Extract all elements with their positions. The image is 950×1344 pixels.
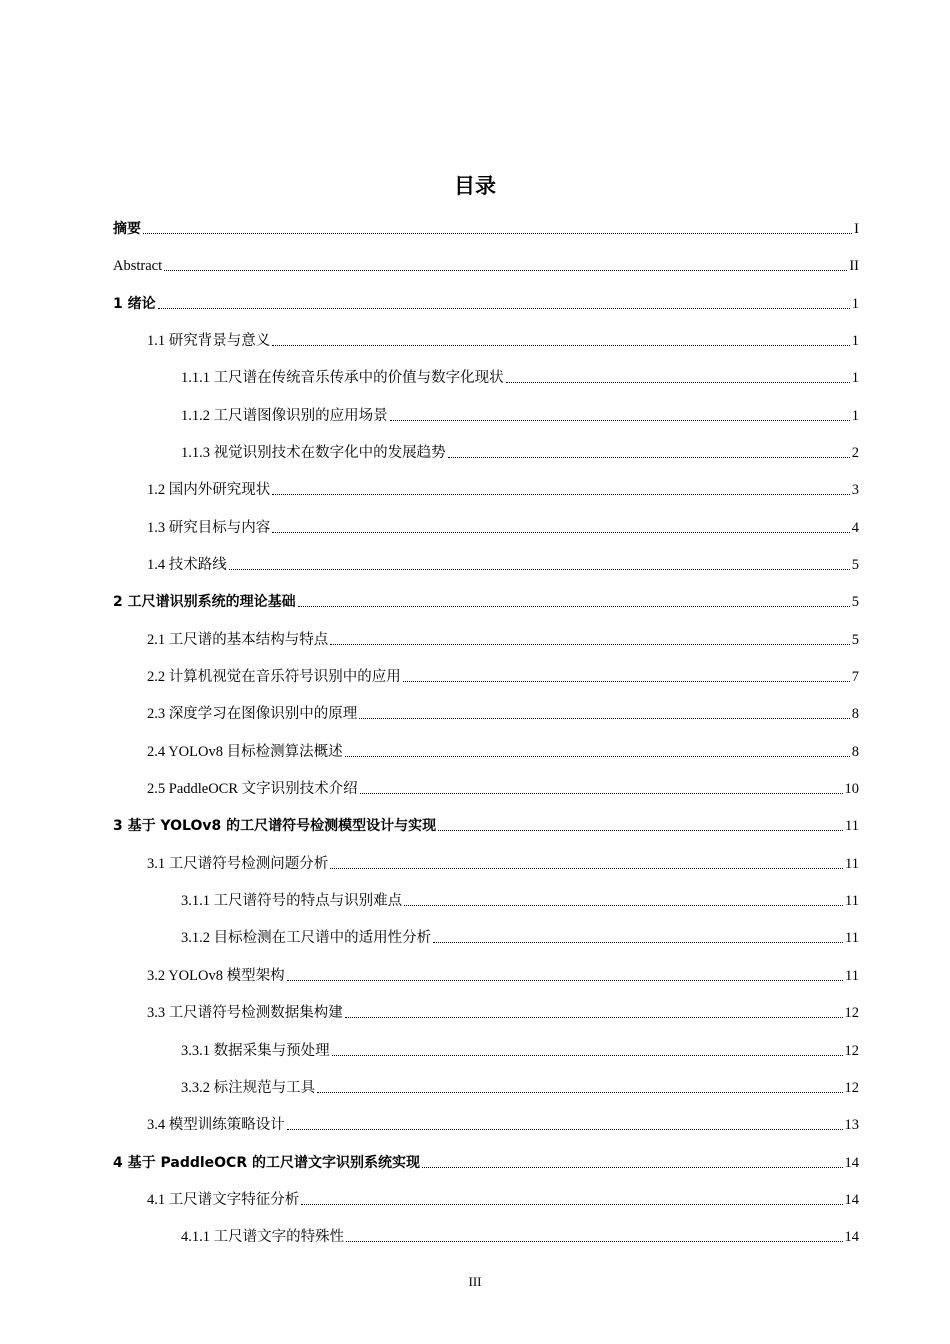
dot-leader xyxy=(422,1167,843,1168)
toc-entry-page: II xyxy=(849,258,859,274)
toc-entry-page: 1 xyxy=(851,333,859,349)
toc-entry-section-1-1[interactable] xyxy=(147,327,859,351)
dot-leader xyxy=(345,1017,843,1018)
toc-entry-label: 2 工尺谱识别系统的理论基础 xyxy=(113,594,296,610)
toc-entry-section-3-1-1[interactable] xyxy=(181,887,859,911)
toc-entry-page: 10 xyxy=(844,781,859,797)
toc-entry-page: 12 xyxy=(844,1080,859,1096)
dot-leader xyxy=(287,1129,843,1130)
toc-entry-label: 2.3 深度学习在图像识别中的原理 xyxy=(147,706,358,722)
toc-entry-page: 12 xyxy=(844,1005,859,1021)
toc-entry-section-4-1[interactable] xyxy=(147,1186,859,1210)
toc-entry-page: 4 xyxy=(851,520,859,536)
toc-entry-page: 11 xyxy=(845,968,859,984)
dot-leader xyxy=(390,420,850,421)
toc-entry-label: 1.1.2 工尺谱图像识别的应用场景 xyxy=(181,408,388,424)
toc-entry-label: 3.3.2 标注规范与工具 xyxy=(181,1080,316,1096)
dot-leader xyxy=(143,233,852,234)
toc-entry-page: 8 xyxy=(851,744,859,760)
toc-entry-section-3-2[interactable] xyxy=(147,962,859,986)
toc-entry-section-1-3[interactable] xyxy=(147,514,859,538)
toc-entry-page: 11 xyxy=(845,818,859,834)
toc-entry-page: 14 xyxy=(844,1155,859,1171)
dot-leader xyxy=(330,644,850,645)
toc-entry-label: 4.1.1 工尺谱文字的特殊性 xyxy=(181,1229,345,1245)
toc-entry-section-2-2[interactable] xyxy=(147,663,859,687)
dot-leader xyxy=(272,345,850,346)
dot-leader xyxy=(272,494,850,495)
toc-entry-page: 14 xyxy=(844,1229,859,1245)
toc-entry-label: 3.3.1 数据采集与预处理 xyxy=(181,1043,330,1059)
toc-entry-section-3-4[interactable] xyxy=(147,1111,859,1135)
dot-leader xyxy=(404,905,843,906)
toc-entry-page: 1 xyxy=(851,296,859,312)
toc-entry-page: 11 xyxy=(845,856,859,872)
toc-entry-chapter-4[interactable] xyxy=(113,1149,859,1173)
toc-entry-label: 摘要 xyxy=(113,221,141,237)
toc-entry-page: 11 xyxy=(845,930,859,946)
toc-entry-label: 3.4 模型训练策略设计 xyxy=(147,1117,285,1133)
toc-entry-page: 1 xyxy=(851,408,859,424)
toc-entry-label: 3.1 工尺谱符号检测问题分析 xyxy=(147,856,329,872)
toc-entry-section-1-1-3[interactable] xyxy=(181,439,859,463)
toc-entry-section-2-3[interactable] xyxy=(147,700,859,724)
toc-entry-abstract-en[interactable] xyxy=(113,252,859,276)
toc-entry-chapter-2[interactable] xyxy=(113,588,859,612)
toc-entry-label: 1.1.3 视觉识别技术在数字化中的发展趋势 xyxy=(181,445,446,461)
dot-leader xyxy=(287,980,843,981)
toc-entry-label: 1.2 国内外研究现状 xyxy=(147,482,271,498)
toc-entry-label: 1 绪论 xyxy=(113,296,156,312)
toc-entry-section-1-1-2[interactable] xyxy=(181,402,859,426)
toc-entry-section-2-5[interactable] xyxy=(147,775,859,799)
toc-entry-page: 3 xyxy=(851,482,859,498)
toc-entry-label: 4 基于 PaddleOCR 的工尺谱文字识别系统实现 xyxy=(113,1155,420,1171)
toc-entry-label: 3 基于 YOLOv8 的工尺谱符号检测模型设计与实现 xyxy=(113,818,437,834)
dot-leader xyxy=(301,1204,842,1205)
toc-entry-page: I xyxy=(854,221,859,237)
toc-entry-label: 2.1 工尺谱的基本结构与特点 xyxy=(147,632,329,648)
dot-leader xyxy=(317,1092,842,1093)
toc-entry-page: 13 xyxy=(844,1117,859,1133)
dot-leader xyxy=(346,1241,842,1242)
toc-entry-label: 3.1.1 工尺谱符号的特点与识别难点 xyxy=(181,893,403,909)
toc-entry-section-1-2[interactable] xyxy=(147,476,859,500)
toc-entry-page: 12 xyxy=(844,1043,859,1059)
toc-entry-section-3-1[interactable] xyxy=(147,850,859,874)
toc-title: 目录 xyxy=(454,174,496,198)
toc-entry-section-3-1-2[interactable] xyxy=(181,924,859,948)
dot-leader xyxy=(448,457,850,458)
toc-entry-section-3-3[interactable] xyxy=(147,999,859,1023)
dot-leader xyxy=(438,830,843,831)
page-number-footer: III xyxy=(468,1274,482,1289)
dot-leader xyxy=(298,606,850,607)
dot-leader xyxy=(359,718,850,719)
toc-entry-page: 5 xyxy=(851,632,859,648)
toc-entry-page: 5 xyxy=(851,594,859,610)
toc-entry-section-1-4[interactable] xyxy=(147,551,859,575)
dot-leader xyxy=(272,532,850,533)
dot-leader xyxy=(330,868,843,869)
dot-leader xyxy=(158,308,850,309)
dot-leader xyxy=(360,793,843,794)
toc-entry-label: 3.2 YOLOv8 模型架构 xyxy=(147,968,285,984)
toc-entry-abstract-cn[interactable] xyxy=(113,215,859,239)
toc-entry-label: Abstract xyxy=(113,258,163,274)
toc-entry-page: 1 xyxy=(851,370,859,386)
toc-entry-page: 14 xyxy=(844,1192,859,1208)
dot-leader xyxy=(345,756,850,757)
toc-entry-label: 3.1.2 目标检测在工尺谱中的适用性分析 xyxy=(181,930,432,946)
toc-entry-label: 1.1 研究背景与意义 xyxy=(147,333,271,349)
toc-entry-label: 2.2 计算机视觉在音乐符号识别中的应用 xyxy=(147,669,401,685)
toc-entry-section-3-3-2[interactable] xyxy=(181,1074,859,1098)
dot-leader xyxy=(332,1055,843,1056)
toc-entry-label: 1.3 研究目标与内容 xyxy=(147,520,271,536)
toc-entry-section-3-3-1[interactable] xyxy=(181,1037,859,1061)
dot-leader xyxy=(229,569,850,570)
toc-entry-page: 2 xyxy=(851,445,859,461)
dot-leader xyxy=(403,681,850,682)
toc-entry-section-1-1-1[interactable] xyxy=(181,364,859,388)
toc-entry-page: 7 xyxy=(851,669,859,685)
dot-leader xyxy=(433,942,843,943)
toc-entry-page: 11 xyxy=(845,893,859,909)
dot-leader xyxy=(164,270,847,271)
toc-entry-label: 3.3 工尺谱符号检测数据集构建 xyxy=(147,1005,343,1021)
toc-entry-section-2-1[interactable] xyxy=(147,626,859,650)
toc-entry-section-2-4[interactable] xyxy=(147,738,859,762)
toc-entry-label: 2.5 PaddleOCR 文字识别技术介绍 xyxy=(147,781,358,797)
toc-entry-section-4-1-1[interactable] xyxy=(181,1223,859,1247)
dot-leader xyxy=(506,382,850,383)
toc-entry-label: 2.4 YOLOv8 目标检测算法概述 xyxy=(147,744,343,760)
toc-entry-chapter-3[interactable] xyxy=(113,812,859,836)
toc-entry-label: 4.1 工尺谱文字特征分析 xyxy=(147,1192,300,1208)
toc-entry-page: 5 xyxy=(851,557,859,573)
toc-entry-chapter-1[interactable] xyxy=(113,290,859,314)
toc-entry-label: 1.1.1 工尺谱在传统音乐传承中的价值与数字化现状 xyxy=(181,370,504,386)
toc-entry-page: 8 xyxy=(851,706,859,722)
toc-entry-label: 1.4 技术路线 xyxy=(147,557,227,573)
